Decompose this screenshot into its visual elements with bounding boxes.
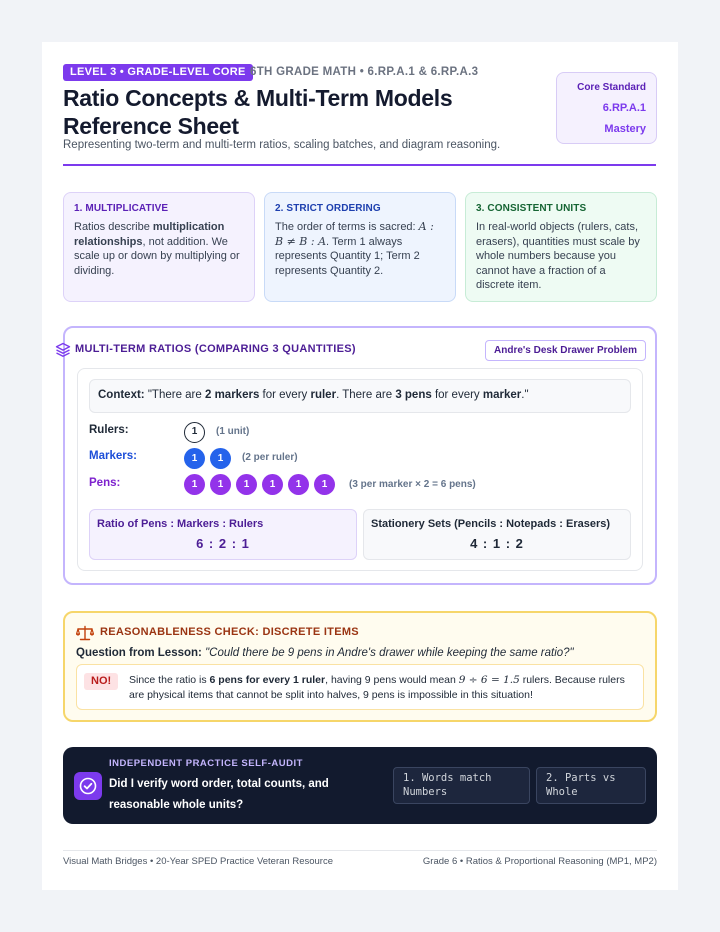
reasonableness-title: REASONABLENESS CHECK: DISCRETE ITEMS [100,626,359,638]
rulers-note: (1 unit) [216,426,250,437]
ratio-box-label: Stationery Sets (Pencils : Notepads : Erasers) [371,518,611,530]
page-subtitle: Representing two-term and multi-term ratios, scaling batches, and diagram reasoning. [63,139,501,151]
header-divider [63,164,656,166]
pens-note: (3 per marker × 2 = 6 pens) [349,479,476,490]
principle-card-units [465,192,657,302]
answer-math: 9 ÷ 6 = 1.5 [458,674,520,686]
principle-heading: 2. STRICT ORDERING [275,203,381,214]
principle-heading: 3. CONSISTENT UNITS [476,203,587,214]
check-badge-icon [74,772,102,800]
context-box: Context: "There are 2 markers for every ruler. There are 3 pens for every marker." [89,379,631,413]
principle-text: Ratios describe multiplication relationships, not addition. We scale up or down by multiplying or dividing. [74,221,240,277]
principle-text: In real-world objects (rulers, cats, erasers), quantities must scale by whole numbers because you cannot have a fraction of a discrete item. [476,221,640,291]
markers-label: Markers: [89,450,137,462]
footer-divider [63,850,657,851]
ratio-box-value: 4 : 1 : 2 [470,536,524,551]
pen-unit: 1 [314,474,335,495]
principle-card-multiplicative [63,192,255,302]
layers-icon [55,342,71,358]
pen-unit: 1 [210,474,231,495]
ratio-box-value: 6 : 2 : 1 [196,536,250,551]
pen-unit: 1 [262,474,283,495]
audit-question: Did I verify word order, total counts, and reasonable whole units? [109,778,329,811]
page-title: Ratio Concepts & Multi-Term Models Reference Sheet [63,85,453,139]
no-badge: NO! [84,673,118,690]
principle-card-ordering [264,192,456,302]
audit-check-parts: 2. Parts vs Whole [536,767,646,804]
ratio-box-pens-markers-rulers [89,509,357,560]
level-badge: LEVEL 3 • GRADE-LEVEL CORE [63,64,253,81]
ratio-box-stationery-sets [363,509,631,560]
grade-standards-line: 6TH GRADE MATH • 6.RP.A.1 & 6.RP.A.3 [250,66,479,78]
rulers-label: Rulers: [89,424,129,436]
marker-unit: 1 [210,448,231,469]
core-standard-level: Mastery [604,123,646,135]
problem-chip: Andre's Desk Drawer Problem [485,340,646,361]
principle-heading: 1. MULTIPLICATIVE [74,203,169,214]
footer-right: Grade 6 • Ratios & Proportional Reasoning (MP1, MP2) [422,856,657,867]
core-standard-label: Core Standard [577,82,646,93]
audit-kicker: INDEPENDENT PRACTICE SELF-AUDIT [109,758,303,769]
pen-unit: 1 [236,474,257,495]
pen-unit: 1 [184,474,205,495]
core-standard-card [556,72,657,144]
audit-check-words: 1. Words match Numbers [393,767,530,804]
answer-text: Since the ratio is 6 pens for every 1 ruler, having 9 pens would mean 9 ÷ 6 = 1.5 rulers. Because rulers are physical items that cannot be split into halves, 9 pens is impossible in this situation! [129,674,625,701]
scale-icon [76,625,94,641]
ruler-unit: 1 [184,422,205,443]
multi-term-title: MULTI-TERM RATIOS (COMPARING 3 QUANTITIES) [75,343,356,355]
reference-sheet [42,42,678,890]
markers-note: (2 per ruler) [242,452,298,463]
marker-unit: 1 [184,448,205,469]
lesson-question: Question from Lesson: "Could there be 9 pens in Andre's drawer while keeping the same ratio?" [76,647,574,659]
pen-unit: 1 [288,474,309,495]
core-standard-code: 6.RP.A.1 [602,102,646,114]
ratio-box-label: Ratio of Pens : Markers : Rulers [97,518,264,530]
principle-text: The order of terms is sacred: A : B ≠ B : A. Term 1 always represents Quantity 1; Term 2 represents Quantity 2. [275,220,434,277]
pens-label: Pens: [89,477,121,489]
ordering-math: A : B ≠ B : A [275,220,434,248]
footer-left: Visual Math Bridges • 20-Year SPED Practice Veteran Resource [63,856,333,867]
